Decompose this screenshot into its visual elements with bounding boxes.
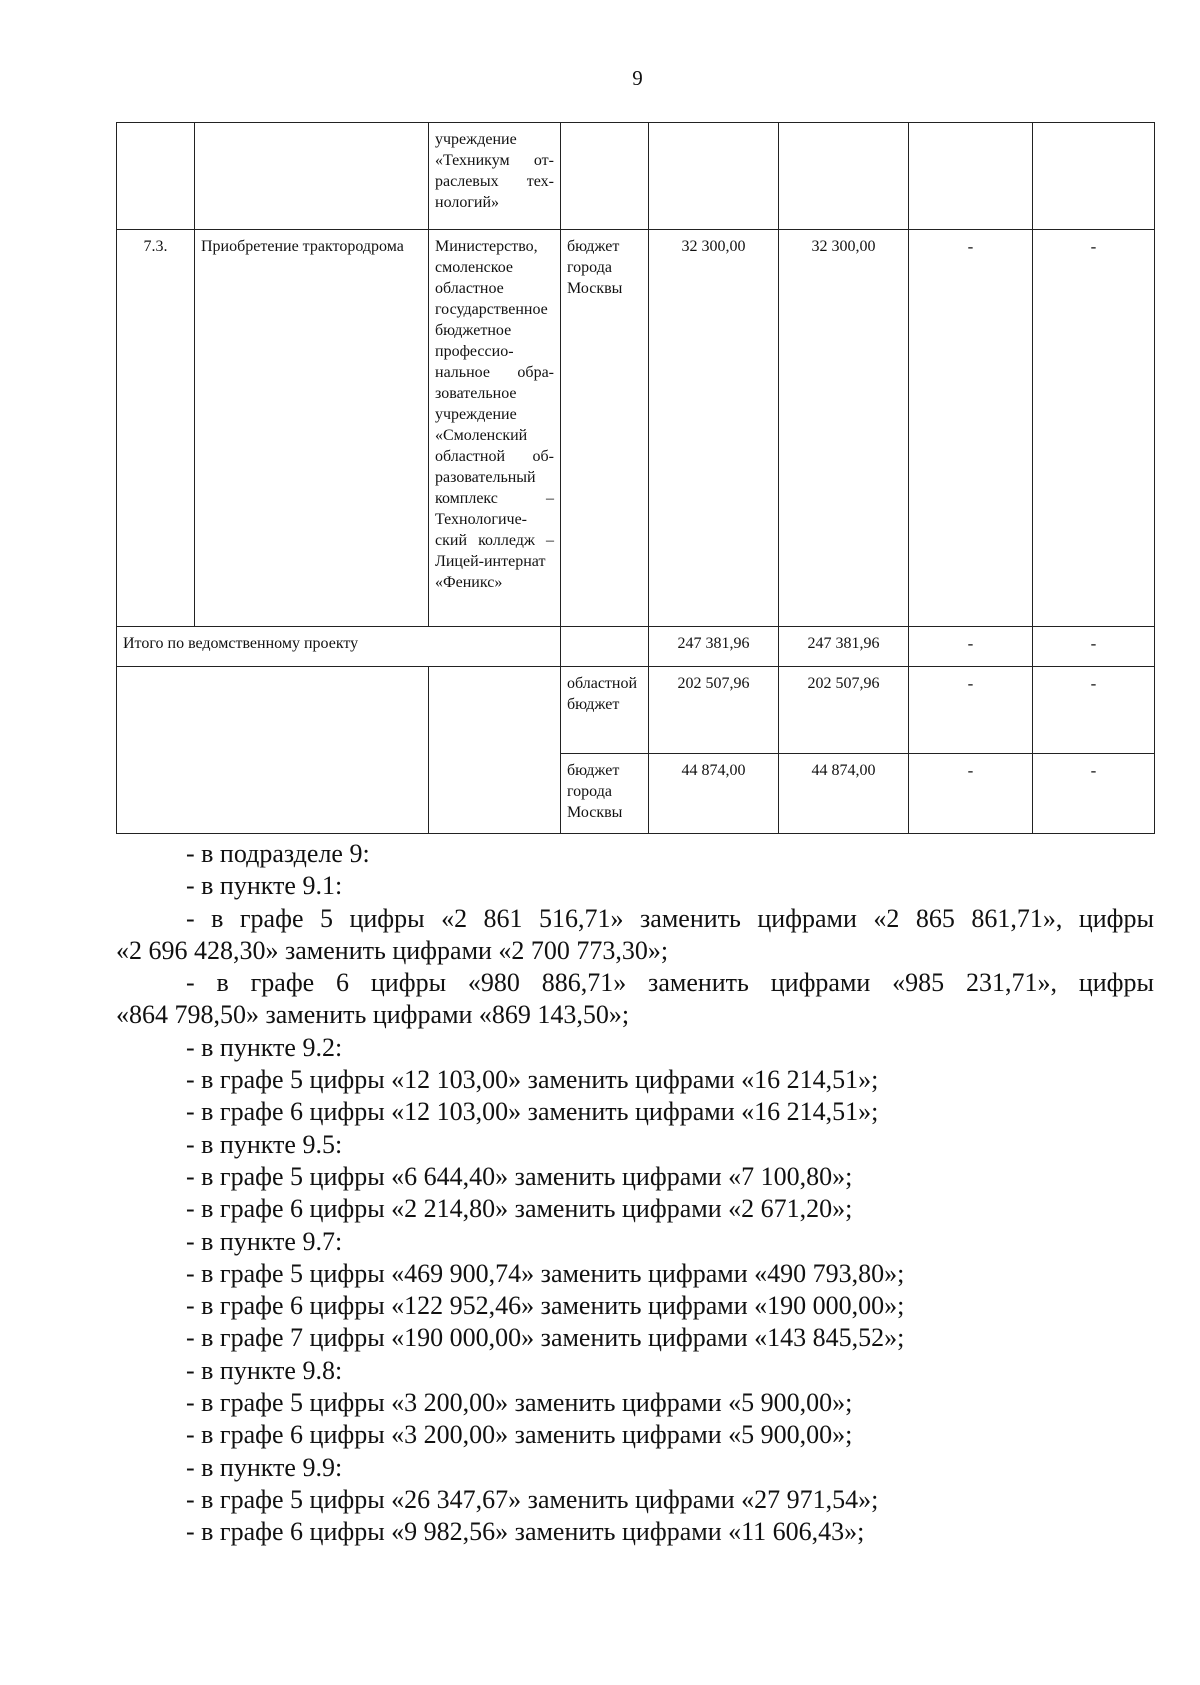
table-row-7-3: [117, 230, 1155, 627]
cell-col7: -: [909, 754, 1033, 834]
text-line: - в графе 6 цифры «2 214,80» заменить цифрами «2 671,20»;: [186, 1194, 853, 1224]
page-number: 9: [632, 66, 643, 90]
text-line: «864 798,50» заменить цифрами «869 143,50»;: [116, 1000, 630, 1030]
text-line: - в графе 6 цифры «3 200,00» заменить цифрами «5 900,00»;: [186, 1420, 853, 1450]
text-line: - в пункте 9.8:: [186, 1355, 343, 1385]
text-line: - в графе 5 цифры «12 103,00» заменить цифрами «16 214,51»;: [186, 1065, 879, 1095]
text-line: «2 696 428,30» заменить цифрами «2 700 773,30»;: [116, 935, 669, 965]
cell-name: Приобретение трактородрома: [195, 230, 429, 627]
cell-name: [195, 123, 429, 230]
text-line: - в подразделе 9:: [186, 839, 370, 868]
text-line: - в графе 7 цифры «190 000,00» заменить цифрами «143 845,52»;: [186, 1323, 905, 1353]
cell-total-label: Итого по ведомственному проекту: [117, 627, 561, 667]
cell-col7: -: [909, 230, 1033, 627]
cell-col8: -: [1033, 667, 1155, 754]
text-line: - в графе 6 цифры «9 982,56» заменить цифрами «11 606,43»;: [186, 1517, 865, 1547]
cell-col7: -: [909, 627, 1033, 667]
cell-num: 7.3.: [117, 230, 195, 627]
text-line: - в графе 5 цифры «2 861 516,71» заменить цифрами «2 865 861,71», цифры: [186, 903, 1154, 933]
cell-executor: учреждение «Техникум отраслевых технологий»: [429, 123, 561, 230]
cell-source: бюджет города Москвы: [561, 754, 649, 834]
text-line: - в пункте 9.1:: [186, 871, 343, 901]
text-line: - в графе 5 цифры «6 644,40» заменить цифрами «7 100,80»;: [186, 1161, 853, 1191]
cell-col6: 202 507,96: [779, 667, 909, 754]
budget-table: [116, 122, 1155, 834]
cell-col7: [909, 123, 1033, 230]
cell-source: [561, 627, 649, 667]
text-line: - в пункте 9.9:: [186, 1452, 343, 1482]
cell-col8: -: [1033, 230, 1155, 627]
cell-col5: 202 507,96: [649, 667, 779, 754]
cell-num: [117, 123, 195, 230]
cell-col5: 32 300,00: [649, 230, 779, 627]
cell-col6: 32 300,00: [779, 230, 909, 627]
cell-col5: [649, 123, 779, 230]
table-row-prev: [117, 123, 1155, 230]
cell-col8: -: [1033, 754, 1155, 834]
text-line: - в пункте 9.5:: [186, 1129, 343, 1159]
text-line: - в графе 6 цифры «12 103,00» заменить цифрами «16 214,51»;: [186, 1097, 879, 1127]
cell-executor: Министерство, смоленское областное государственное бюджетное профессиональное образовательное учреждение «Смоленский областной образовательный комплекс – Технологический колледж – Лицей-интернат «Феникс»: [429, 230, 561, 627]
cell-col6: [779, 123, 909, 230]
cell-source: бюджет города Москвы: [561, 230, 649, 627]
cell-col7: -: [909, 667, 1033, 754]
amendments-text: [116, 838, 1154, 1549]
cell-col5: 247 381,96: [649, 627, 779, 667]
cell-total-executor-blank: [429, 667, 561, 834]
text-line: - в графе 5 цифры «3 200,00» заменить цифрами «5 900,00»;: [186, 1388, 853, 1418]
text-line: - в пункте 9.2:: [186, 1032, 343, 1062]
text-line: - в пункте 9.7:: [186, 1226, 343, 1256]
text-line: - в графе 5 цифры «26 347,67» заменить цифрами «27 971,54»;: [186, 1484, 879, 1514]
cell-col6: 247 381,96: [779, 627, 909, 667]
cell-col8: -: [1033, 627, 1155, 667]
text-line: - в графе 5 цифры «469 900,74» заменить цифрами «490 793,80»;: [186, 1258, 905, 1288]
text-line: - в графе 6 цифры «122 952,46» заменить цифрами «190 000,00»;: [186, 1291, 905, 1321]
cell-col8: [1033, 123, 1155, 230]
cell-col6: 44 874,00: [779, 754, 909, 834]
cell-source: [561, 123, 649, 230]
text-line: - в графе 6 цифры «980 886,71» заменить цифрами «985 231,71», цифры: [186, 968, 1154, 998]
table-row-total-regional: [117, 667, 1155, 754]
cell-col5: 44 874,00: [649, 754, 779, 834]
cell-total-blank: [117, 667, 429, 834]
cell-source: областной бюджет: [561, 667, 649, 754]
table-row-total: [117, 627, 1155, 667]
